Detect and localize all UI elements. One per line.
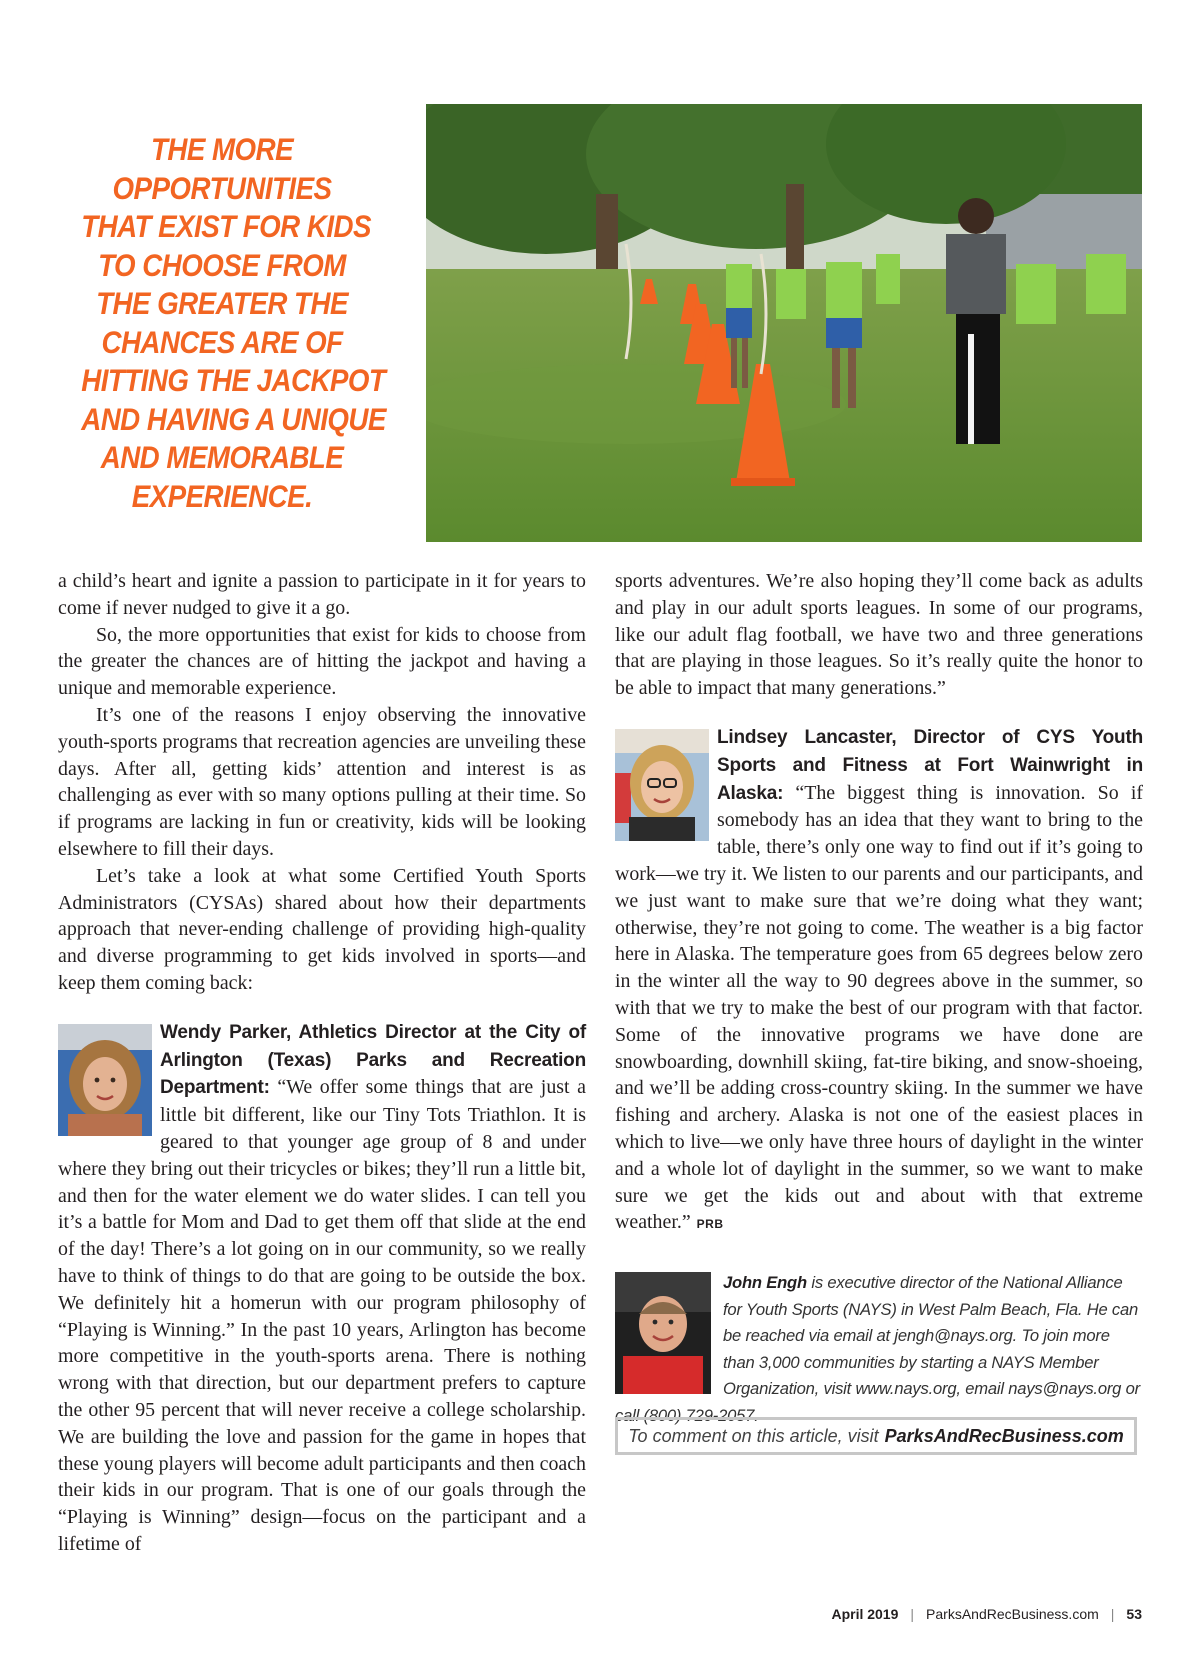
comment-box (615, 1417, 1137, 1455)
lindsey-lancaster-photo (615, 729, 709, 841)
footer-separator: | (1110, 1606, 1115, 1622)
author-bio (615, 1270, 1143, 1430)
pull-quote-line: HITTING THE JACKPOT (81, 362, 386, 398)
bio-text: is executive director of the National Alliance for Youth Sports (NAYS) in West Palm Beach, Fla. He can be reached via email at jengh@nays.org. To join more than 3,000 communities by starting a NAYS Member Organization, visit www.nays.org, email nays@nays.org or call (800) 729-2057. (615, 1273, 1140, 1425)
john-engh-photo (615, 1272, 711, 1394)
right-column (615, 568, 1143, 1238)
pull-quote-line: OPPORTUNITIES (112, 169, 332, 206)
body-paragraph: sports adventures. We’re also hoping they’ll come back as adults and play in our adult sports leagues. In some of our programs, like our adult flag football, we have two and three generations that are playing in those leagues. So it’s really quite the honor to be able to impact that many generations.” (615, 570, 1143, 700)
pull-quote (81, 130, 386, 515)
left-column (58, 568, 586, 1558)
body-paragraph: Let’s take a look at what some Certified Youth Sports Administrators (CYSAs) shared about how their departments approach that never-ending challenge of providing high-quality and diverse programming to get kids involved in sports—and keep them coming back: (58, 864, 586, 994)
pull-quote-line: THE GREATER THE (96, 285, 348, 321)
end-mark: PRB (696, 1217, 724, 1232)
footer-separator: | (910, 1606, 915, 1622)
pull-quote-line: THAT EXIST FOR KIDS (81, 208, 371, 244)
comment-lead: To comment on this article, visit (628, 1425, 879, 1446)
profile-name: Wendy Parker, Athletics Director at the City of Arlington (Texas) Parks and Recreation Department: (160, 1021, 586, 1099)
page-footer (831, 1606, 1142, 1622)
pull-quote-line: TO CHOOSE FROM (98, 246, 346, 283)
wendy-parker-photo (58, 1024, 152, 1136)
pull-quote-line: THE MORE (150, 131, 294, 167)
body-paragraph: a child’s heart and ignite a passion to participate in it for years to come if never nudged to give it a go. (58, 570, 586, 619)
pull-quote-line: AND HAVING A UNIQUE (81, 400, 386, 437)
profile-lindsey-lancaster (615, 724, 1143, 1238)
page-number: 53 (1126, 1606, 1142, 1622)
issue-date: April 2019 (831, 1606, 899, 1622)
hero-photo (426, 104, 1142, 542)
profile-quote: “We offer some things that are just a little bit different, like our Tiny Tots Triathlon. It is geared to that younger age group of 8 and under where they bring out their tricycles or bikes; they’ll run a little bit, and then for the water element we do water slides. I can tell you it’s a battle for Mom and Dad to get them off that slide at the end of the day! There’s a lot going on in our community, so we really have to think of things to do that are going to be outside the box. We definitely hit a homerun with our program philosophy of “Playing is Winning.” In the past 10 years, Arlington has become more competitive in the youth-sports arena. There is nothing wrong with that direction, but our department prefers to capture the other 95 percent that will never receive a college scholarship. We are building the love and passion for the game in hopes that these young players will become adult participants and then coach their kids in our program. That is one of our goals through the “Playing is Winning” design—focus on the participant and a lifetime of (58, 1076, 586, 1555)
archery-event-image (426, 104, 1142, 542)
bio-name: John Engh (723, 1273, 807, 1292)
footer-site: ParksAndRecBusiness.com (926, 1606, 1099, 1622)
pull-quote-line: CHANCES ARE OF (101, 323, 343, 360)
profile-name: Lindsey Lancaster, Director of CYS Youth Sports and Fitness at Fort Wainwright in Alaska: (717, 726, 1143, 804)
pull-quote-line: EXPERIENCE. (131, 477, 313, 514)
pull-quote-line: AND MEMORABLE (100, 439, 344, 475)
body-paragraph: It’s one of the reasons I enjoy observing the innovative youth-sports programs that recreation agencies are unveiling these days. After all, getting kids’ attention and interest is as challenging as ever with so many options pulling at their time. So if programs are lacking in fun or creativity, kids will be looking elsewhere to fill their days. (58, 703, 586, 860)
profile-quote: “The biggest thing is innovation. So if somebody has an idea that they want to bring to the table, there’s only one way to find out if it’s going to work—we try it. We listen to our parents and our participants, and we just want to make sure that we’re doing what they want; otherwise, they’re not going to come. The weather is a big factor here in Alaska. The temperature goes from 65 degrees below zero in the winter all the way to 90 degrees above in the summer, so with that we try to make the best of our program with that factor. Some of the innovative programs we have done are snowboarding, downhill skiing, fat-tire biking, and snow-shoeing, and we’ll be adding cross-country skiing. In the summer we have fishing and archery. Alaska is not one of the easiest places in which to live—we only have three hours of daylight in the winter and a whole lot of daylight in the summer, so we want to make sure we get the kids out and about with that extreme weather.” (615, 781, 1143, 1234)
body-paragraph: So, the more opportunities that exist for kids to choose from the greater the chances are of hitting the jackpot and having a unique and memorable experience. (58, 623, 586, 700)
comment-site-link[interactable]: ParksAndRecBusiness.com (884, 1425, 1124, 1446)
profile-wendy-parker (58, 1019, 586, 1558)
